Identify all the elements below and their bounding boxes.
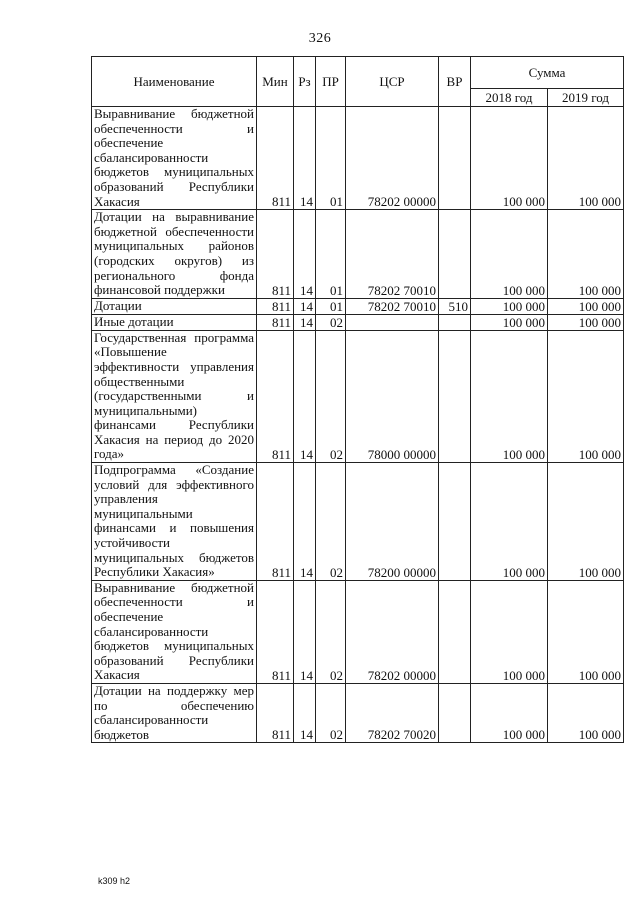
table-row (92, 107, 624, 210)
row-min: 811 (257, 107, 294, 210)
row-name: Иные дотации (92, 314, 257, 330)
row-2019: 100 000 (548, 210, 624, 299)
row-rz: 14 (294, 683, 316, 742)
row-vr (439, 463, 471, 581)
row-2019: 100 000 (548, 463, 624, 581)
budget-table (91, 56, 624, 743)
table-row (92, 683, 624, 742)
footer-code: k309 h2 (98, 876, 131, 886)
row-2018: 100 000 (471, 314, 548, 330)
row-name: Дотации (92, 298, 257, 314)
row-pr: 01 (316, 107, 346, 210)
row-2018: 100 000 (471, 683, 548, 742)
row-csr: 78000 00000 (346, 330, 439, 462)
row-vr (439, 314, 471, 330)
row-pr: 01 (316, 210, 346, 299)
table-row (92, 580, 624, 683)
row-csr: 78202 70010 (346, 210, 439, 299)
table-row (92, 330, 624, 462)
row-name: Выравнивание бюджетной обеспеченности и обеспечение сбалансированности бюджетов муниципальных образований Республики Хакасия (92, 580, 257, 683)
row-name: Выравнивание бюджетной обеспеченности и обеспечение сбалансированности бюджетов муниципальных образований Республики Хакасия (92, 107, 257, 210)
row-pr: 02 (316, 683, 346, 742)
page-number: 326 (308, 31, 332, 46)
row-csr: 78202 70010 (346, 298, 439, 314)
row-vr (439, 683, 471, 742)
header-sum: Сумма (471, 57, 624, 89)
row-min: 811 (257, 210, 294, 299)
row-2018: 100 000 (471, 463, 548, 581)
header-name: Наименование (92, 57, 257, 107)
row-min: 811 (257, 298, 294, 314)
row-vr (439, 210, 471, 299)
row-rz: 14 (294, 314, 316, 330)
row-rz: 14 (294, 580, 316, 683)
row-min: 811 (257, 463, 294, 581)
row-pr: 02 (316, 580, 346, 683)
header-2018: 2018 год (471, 89, 548, 107)
row-csr (346, 314, 439, 330)
row-min: 811 (257, 330, 294, 462)
row-2019: 100 000 (548, 314, 624, 330)
row-2018: 100 000 (471, 107, 548, 210)
row-2019: 100 000 (548, 298, 624, 314)
row-rz: 14 (294, 107, 316, 210)
row-pr: 02 (316, 314, 346, 330)
row-2019: 100 000 (548, 580, 624, 683)
row-name: Дотации на поддержку мер по обеспечению сбалансированности бюджетов (92, 683, 257, 742)
row-csr: 78202 00000 (346, 107, 439, 210)
row-rz: 14 (294, 298, 316, 314)
row-name: Государственная программа «Повышение эффективности управления общественными (государственными и муниципальными) финансами Республики Хакасия на период до 2020 года» (92, 330, 257, 462)
header-pr: ПР (316, 57, 346, 107)
table-row (92, 210, 624, 299)
row-rz: 14 (294, 330, 316, 462)
row-vr: 510 (439, 298, 471, 314)
row-name: Подпрограмма «Создание условий для эффективного управления муниципальными финансами и повышения устойчивости муниципальных бюджетов Республики Хакасия» (92, 463, 257, 581)
row-vr (439, 330, 471, 462)
table-row (92, 298, 624, 314)
header-rz: Рз (294, 57, 316, 107)
table-row (92, 314, 624, 330)
header-2019: 2019 год (548, 89, 624, 107)
row-min: 811 (257, 580, 294, 683)
row-rz: 14 (294, 210, 316, 299)
row-vr (439, 580, 471, 683)
row-2019: 100 000 (548, 330, 624, 462)
row-csr: 78200 00000 (346, 463, 439, 581)
row-csr: 78202 00000 (346, 580, 439, 683)
row-vr (439, 107, 471, 210)
header-csr: ЦСР (346, 57, 439, 107)
row-2018: 100 000 (471, 298, 548, 314)
header-min: Мин (257, 57, 294, 107)
row-rz: 14 (294, 463, 316, 581)
row-2019: 100 000 (548, 683, 624, 742)
row-2018: 100 000 (471, 210, 548, 299)
table-row (92, 463, 624, 581)
row-2018: 100 000 (471, 330, 548, 462)
row-min: 811 (257, 314, 294, 330)
row-pr: 02 (316, 463, 346, 581)
row-pr: 02 (316, 330, 346, 462)
row-2018: 100 000 (471, 580, 548, 683)
row-name: Дотации на выравнивание бюджетной обеспеченности муниципальных районов (городских округов) из регионального фонда финансовой поддержки (92, 210, 257, 299)
header-vr: ВР (439, 57, 471, 107)
row-csr: 78202 70020 (346, 683, 439, 742)
row-min: 811 (257, 683, 294, 742)
row-pr: 01 (316, 298, 346, 314)
row-2019: 100 000 (548, 107, 624, 210)
